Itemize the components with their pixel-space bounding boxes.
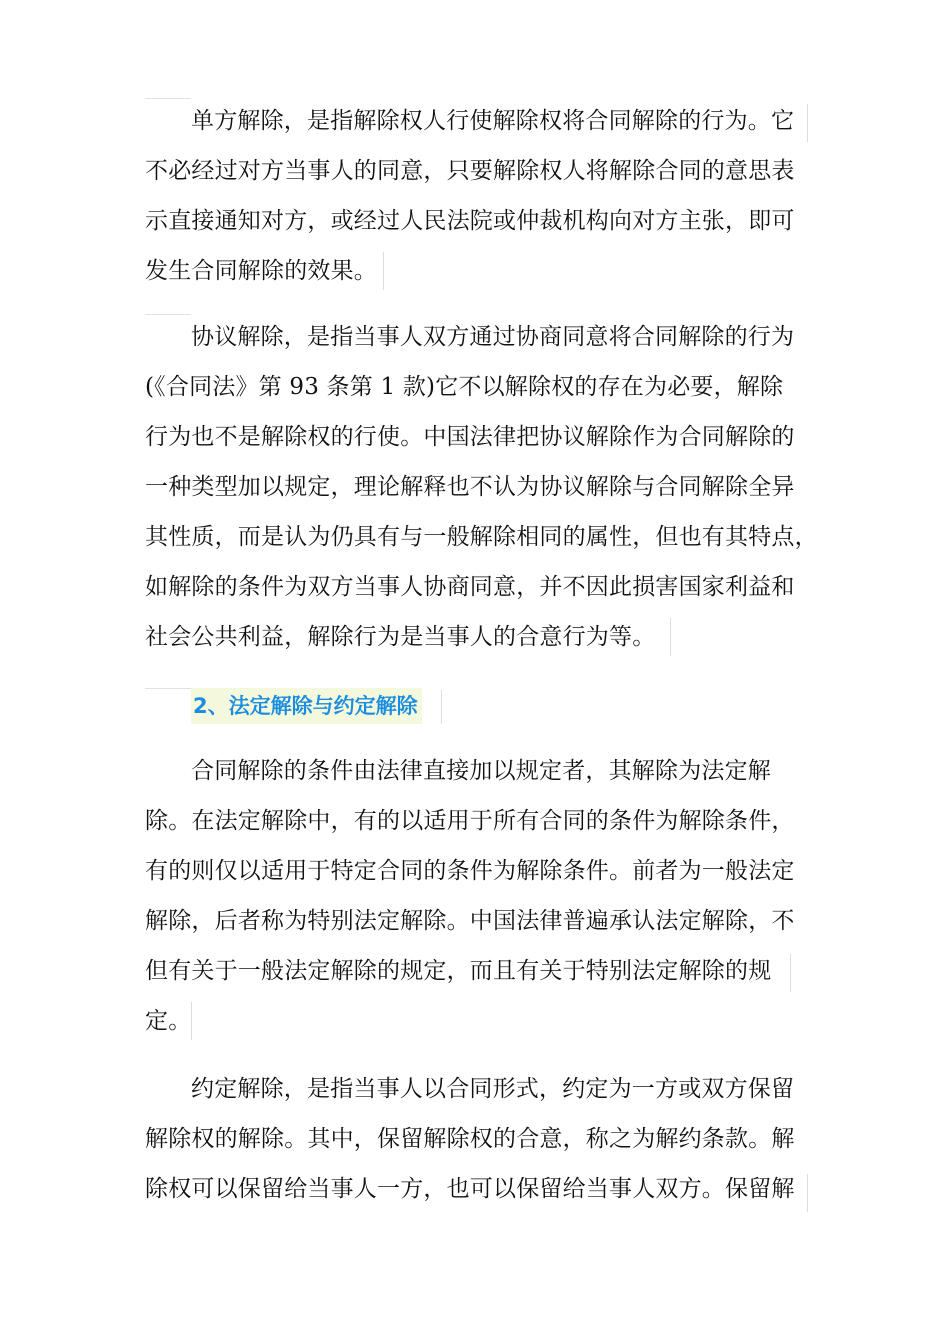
- paragraph-line: 如解除的条件为双方当事人协商同意，并不因此损害国家利益和: [145, 574, 795, 600]
- paragraph-line: 示直接通知对方，或经过人民法院或仲裁机构向对方主张，即可: [145, 208, 795, 234]
- paragraph-line-text: 发生合同解除的效果。: [145, 258, 377, 284]
- text-boundary-mark: [807, 1174, 808, 1212]
- text-boundary-mark: [191, 1002, 192, 1040]
- paragraph-line: (《合同法》第 93 条第 1 款)它不以解除权的存在为必要，解除: [145, 374, 784, 400]
- text-boundary-mark: [670, 618, 671, 656]
- text-boundary-mark: [383, 252, 384, 290]
- paragraph-unilateral-termination: [145, 96, 810, 296]
- paragraph-line: 行为也不是解除权的行使。中国法律把协议解除作为合同解除的: [145, 424, 795, 450]
- paragraph-agreed-termination: [145, 312, 818, 662]
- paragraph-line: 解除，后者称为特别法定解除。中国法律普遍承认法定解除，不: [145, 908, 795, 934]
- paragraph-contractual-termination: [145, 1064, 810, 1214]
- paragraph-statutory-termination: [145, 746, 810, 1046]
- paragraph-line: [145, 612, 810, 662]
- paragraph-line: [145, 996, 810, 1046]
- paragraph-line: 协议解除，是指当事人双方通过协商同意将合同解除的行为: [191, 324, 795, 350]
- text-boundary-mark: [807, 104, 808, 142]
- section-heading-text: 2、法定解除与约定解除: [191, 688, 422, 724]
- paragraph-line: 其性质，而是认为仍具有与一般解除相同的属性，但也有其特点，: [145, 524, 818, 550]
- paragraph-line: 除。在法定解除中，有的以适用于所有合同的条件为解除条件，: [145, 808, 795, 834]
- paragraph-line: 不必经过对方当事人的同意，只要解除权人将解除合同的意思表: [145, 158, 795, 184]
- paragraph-line: 除权可以保留给当事人一方，也可以保留给当事人双方。保留解: [145, 1176, 795, 1202]
- paragraph-line: 有的则仅以适用于特定合同的条件为解除条件。前者为一般法定: [145, 858, 795, 884]
- paragraph-line: [145, 246, 810, 296]
- paragraph-line: 约定解除，是指当事人以合同形式，约定为一方或双方保留: [191, 1076, 795, 1102]
- paragraph-line-text: 社会公共利益，解除行为是当事人的合意行为等。: [145, 624, 656, 650]
- paragraph-line: 一种类型加以规定，理论解释也不认为协议解除与合同解除全异: [145, 474, 795, 500]
- text-boundary-mark: [441, 690, 442, 724]
- text-boundary-mark: [790, 954, 791, 992]
- section-heading: [145, 684, 445, 726]
- paragraph-line: 解除权的解除。其中，保留解除权的合意，称之为解约条款。解: [145, 1126, 795, 1152]
- paragraph-line: 合同解除的条件由法律直接加以规定者，其解除为法定解: [191, 758, 771, 784]
- paragraph-line-text: 定。: [145, 1008, 192, 1034]
- paragraph-line: 但有关于一般法定解除的规定，而且有关于特别法定解除的规: [145, 958, 772, 984]
- text-boundary-mark: [145, 688, 191, 689]
- paragraph-line: 单方解除，是指解除权人行使解除权将合同解除的行为。它: [191, 108, 795, 134]
